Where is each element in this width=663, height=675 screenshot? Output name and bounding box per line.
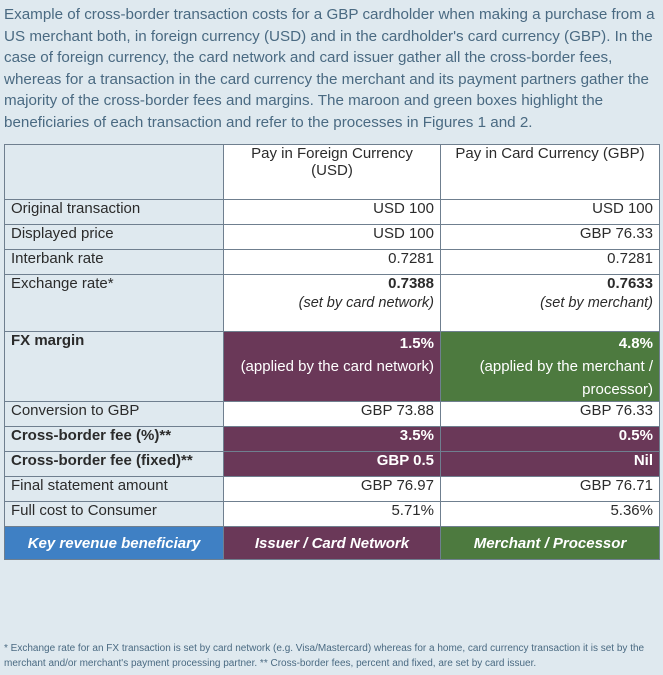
foreign-exchange-value: 0.7388	[388, 275, 434, 292]
cell-foreign-conversion: GBP 73.88	[224, 402, 441, 427]
table-row	[5, 502, 660, 527]
cell-foreign-cross-border-pct: 3.5%	[224, 427, 441, 452]
row-label-conversion: Conversion to GBP	[5, 402, 224, 427]
cost-comparison-table	[4, 144, 660, 560]
cell-foreign-final: GBP 76.97	[224, 477, 441, 502]
beneficiary-card: Merchant / Processor	[441, 527, 660, 560]
cell-card-full-cost: 5.36%	[441, 502, 660, 527]
foreign-fx-margin-value: 1.5%	[399, 335, 434, 352]
foreign-fx-margin-note: (applied by the card network)	[240, 358, 434, 375]
cell-foreign-original: USD 100	[224, 200, 441, 225]
foreign-exchange-note: (set by card network)	[298, 295, 434, 311]
row-label-fx-margin: FX margin	[5, 332, 224, 402]
cell-card-conversion: GBP 76.33	[441, 402, 660, 427]
row-label-full-cost: Full cost to Consumer	[5, 502, 224, 527]
row-label-cross-border-fixed: Cross-border fee (fixed)**	[5, 452, 224, 477]
cell-foreign-full-cost: 5.71%	[224, 502, 441, 527]
table-row	[5, 477, 660, 502]
card-exchange-note: (set by merchant)	[540, 295, 653, 311]
cell-foreign-exchange	[224, 275, 441, 332]
table-row	[5, 332, 660, 402]
cell-foreign-displayed: USD 100	[224, 225, 441, 250]
table-row	[5, 225, 660, 250]
row-label-final-statement: Final statement amount	[5, 477, 224, 502]
table-row	[5, 200, 660, 225]
cell-card-cross-border-pct: 0.5%	[441, 427, 660, 452]
row-label-cross-border-pct: Cross-border fee (%)**	[5, 427, 224, 452]
cell-card-cross-border-fixed: Nil	[441, 452, 660, 477]
intro-paragraph: Example of cross-border transaction costs for a GBP cardholder when making a purchase from a US merchant both, in foreign currency (USD) and in the cardholder's card currency (GBP). In the case of foreign currency, the card network and card issuer gather all the cross-border fees, whereas for a transaction in the card currency the merchant and its payment partners gather the majority of the cross-border fees and margins. The maroon and green boxes highlight the beneficiaries of each transaction and refer to the processes in Figures 1 and 2.	[4, 6, 655, 131]
cell-foreign-fx-margin	[224, 332, 441, 402]
table-row	[5, 250, 660, 275]
card-fx-margin-value: 4.8%	[618, 335, 653, 352]
cell-card-original: USD 100	[441, 200, 660, 225]
table-row	[5, 427, 660, 452]
table-row	[5, 402, 660, 427]
header-card-currency: Pay in Card Currency (GBP)	[441, 145, 660, 200]
row-label-interbank-rate: Interbank rate	[5, 250, 224, 275]
row-label-exchange-rate: Exchange rate*	[5, 275, 224, 332]
header-blank-cell	[5, 145, 224, 200]
card-exchange-value: 0.7633	[607, 275, 653, 292]
card-fx-margin-note: (applied by the merchant / processor)	[479, 358, 653, 398]
header-foreign-currency: Pay in Foreign Currency (USD)	[224, 145, 441, 200]
cell-card-interbank: 0.7281	[441, 250, 660, 275]
row-label-original-transaction: Original transaction	[5, 200, 224, 225]
row-label-displayed-price: Displayed price	[5, 225, 224, 250]
table-row	[5, 275, 660, 332]
beneficiary-label: Key revenue beneficiary	[5, 527, 224, 560]
beneficiary-row	[5, 527, 660, 560]
cell-foreign-cross-border-fixed: GBP 0.5	[224, 452, 441, 477]
cell-foreign-interbank: 0.7281	[224, 250, 441, 275]
cell-card-final: GBP 76.71	[441, 477, 660, 502]
cell-card-exchange	[441, 275, 660, 332]
cell-card-displayed: GBP 76.33	[441, 225, 660, 250]
cell-card-fx-margin	[441, 332, 660, 402]
footnote: * Exchange rate for an FX transaction is set by card network (e.g. Visa/Mastercard) whereas for a home, card currency transaction it is set by the merchant and/or merchant's payment processing partner. ** Cross-border fees, percent and fixed, are set by card issuer.	[4, 643, 645, 669]
table-row	[5, 452, 660, 477]
beneficiary-foreign: Issuer / Card Network	[224, 527, 441, 560]
table-header-row	[5, 145, 660, 200]
